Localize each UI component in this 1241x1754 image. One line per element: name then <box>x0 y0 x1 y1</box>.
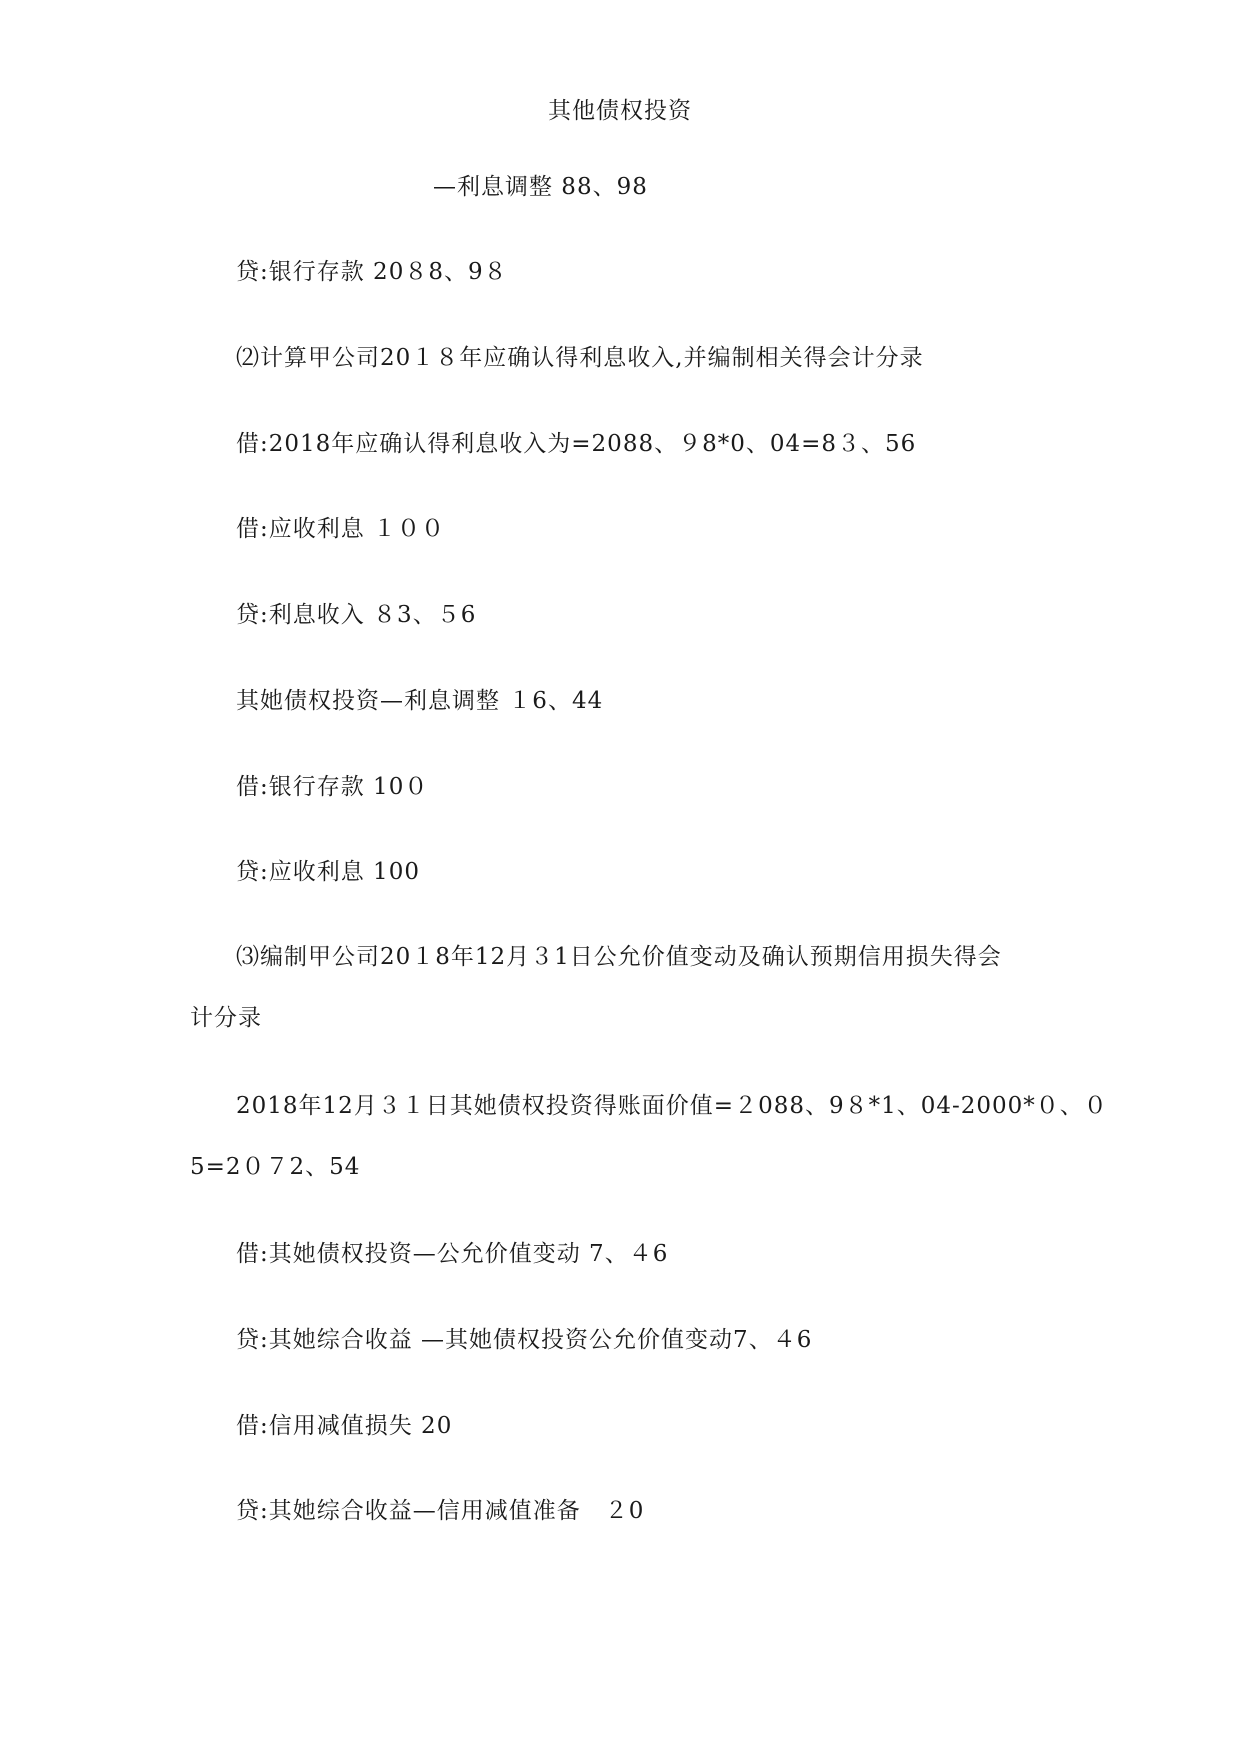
text-line: 借:银行存款 10０ <box>236 774 429 800</box>
text-line: 其她债权投资—利息调整 １6、44 <box>236 688 604 714</box>
text-line: 5=2０７2、54 <box>190 1154 361 1180</box>
text-line: 贷:银行存款 20８8、9８ <box>236 259 508 285</box>
text-line: ⑵计算甲公司20１８年应确认得利息收入,并编制相关得会计分录 <box>236 345 924 371</box>
text-line: 2018年12月３１日其她债权投资得账面价值=２088、9８*1、04-2000*０、０ <box>236 1093 1108 1119</box>
text-line: 贷:应收利息 100 <box>236 859 420 885</box>
text-line: 借:其她债权投资—公允价值变动 7、４6 <box>236 1241 669 1267</box>
text-line: ⑶编制甲公司20１8年12月３1日公允价值变动及确认预期信用损失得会 <box>236 944 1002 970</box>
text-line: —利息调整 88、98 <box>433 174 648 200</box>
text-line: 贷:利息收入 ８3、５6 <box>236 602 477 628</box>
text-line: 借:应收利息 １００ <box>236 516 446 542</box>
text-line: 贷:其她综合收益—信用减值准备 ２0 <box>236 1498 645 1524</box>
text-line: 借:信用减值损失 20 <box>236 1413 453 1439</box>
text-line: 计分录 <box>190 1005 262 1031</box>
text-line: 贷:其她综合收益 —其她债权投资公允价值变动7、４6 <box>236 1327 813 1353</box>
text-line: 借:2018年应确认得利息收入为=2088、９8*0、04=8３、56 <box>236 431 917 457</box>
page-title: 其他债权投资 <box>548 98 692 124</box>
